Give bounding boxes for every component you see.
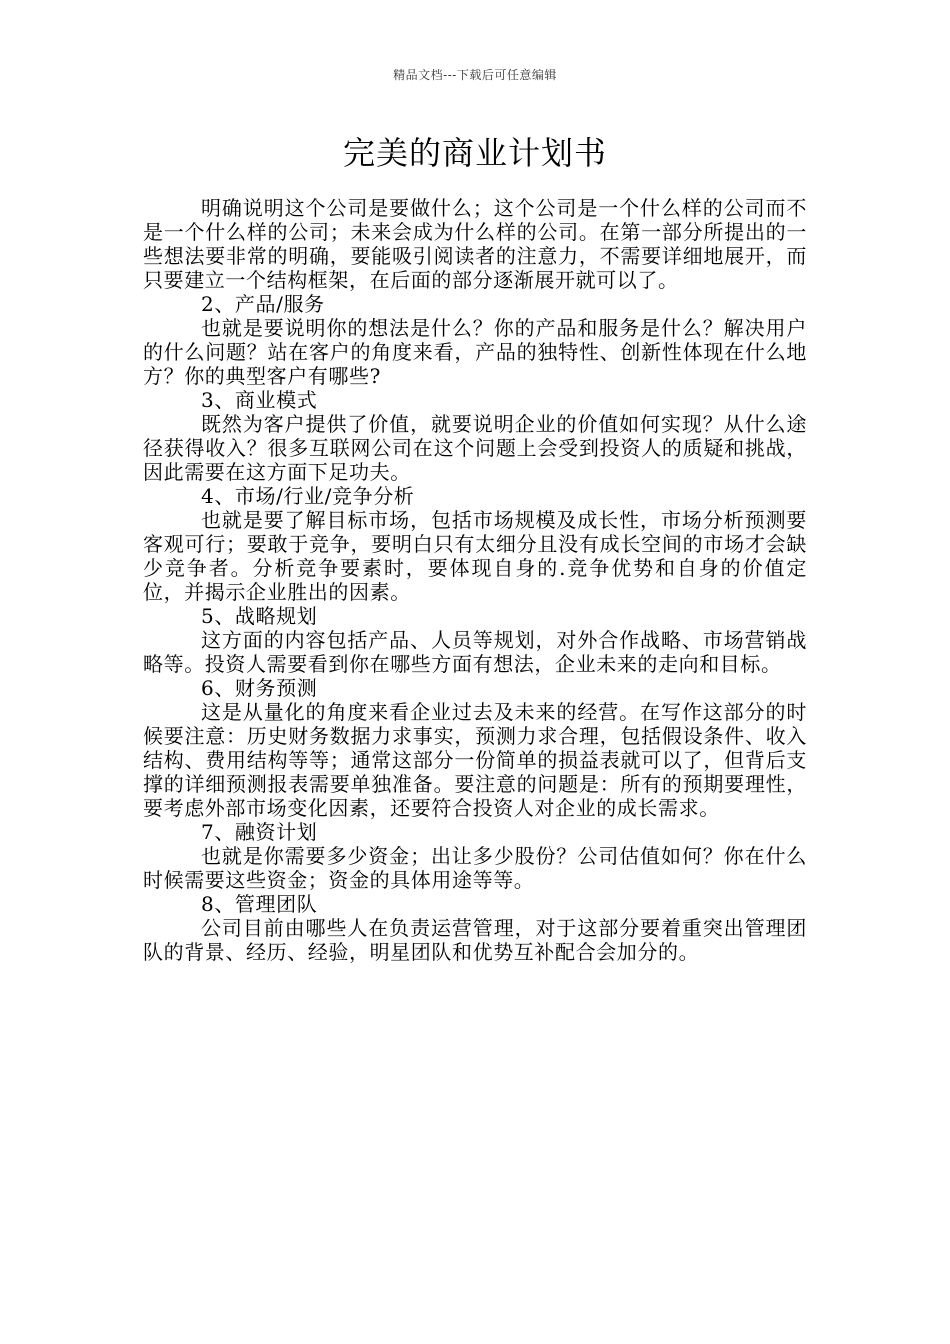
financing-plan-paragraph: 也就是你需要多少资金；出让多少股份？公司估值如何？你在什么时候需要这些资金；资金的具体用途等等。 [143,844,807,892]
section-heading-financing-plan: 7、融资计划 [201,820,318,844]
strategy-paragraph: 这方面的内容包括产品、人员等规划，对外合作战略、市场营销战略等。投资人需要看到你在哪些方面有想法，企业未来的走向和目标。 [143,628,807,676]
financial-forecast-paragraph: 这是从量化的角度来看企业过去及未来的经营。在写作这部分的时候要注意：历史财务数据力求事实，预测力求合理，包括假设条件、收入结构、费用结构等等；通常这部分一份简单的损益表就可以了，但背后支撑的详细预测报表需要单独准备。要注意的问题是：所有的预期要理性，要考虑外部市场变化因素，还要符合投资人对企业的成长需求。 [143,700,807,820]
section-heading-business-model: 3、商业模式 [201,388,318,412]
section-heading-market-analysis: 4、市场/行业/竞争分析 [201,484,415,508]
document-title: 完美的商业计划书 [342,134,607,172]
product-service-paragraph: 也就是要说明你的想法是什么？你的产品和服务是什么？解决用户的什么问题？站在客户的角度来看，产品的独特性、创新性体现在什么地方？你的典型客户有哪些? [143,316,807,388]
section-heading-management-team: 8、管理团队 [201,892,318,916]
section-heading-product-service: 2、产品/服务 [201,292,325,316]
business-model-paragraph: 既然为客户提供了价值，就要说明企业的价值如何实现？从什么途径获得收入？很多互联网公司在这个问题上会受到投资人的质疑和挑战，因此需要在这方面下足功夫。 [143,412,807,484]
document-body [143,196,807,964]
header-note: 精品文档---下载后可任意编辑 [393,68,557,82]
section-heading-financial-forecast: 6、财务预测 [201,676,318,700]
section-heading-strategy: 5、战略规划 [201,604,318,628]
management-team-paragraph: 公司目前由哪些人在负责运营管理，对于这部分要着重突出管理团队的背景、经历、经验，明星团队和优势互补配合会加分的。 [143,916,807,964]
intro-paragraph: 明确说明这个公司是要做什么；这个公司是一个什么样的公司而不是一个什么样的公司；未来会成为什么样的公司。在第一部分所提出的一些想法要非常的明确，要能吸引阅读者的注意力，不需要详细地展开，而只要建立一个结构框架，在后面的部分逐渐展开就可以了。 [143,196,807,292]
market-analysis-paragraph: 也就是要了解目标市场，包括市场规模及成长性，市场分析预测要客观可行；要敢于竞争，要明白只有太细分且没有成长空间的市场才会缺少竞争者。分析竞争要素时，要体现自身的.竞争优势和自身的价值定位，并揭示企业胜出的因素。 [143,508,807,604]
